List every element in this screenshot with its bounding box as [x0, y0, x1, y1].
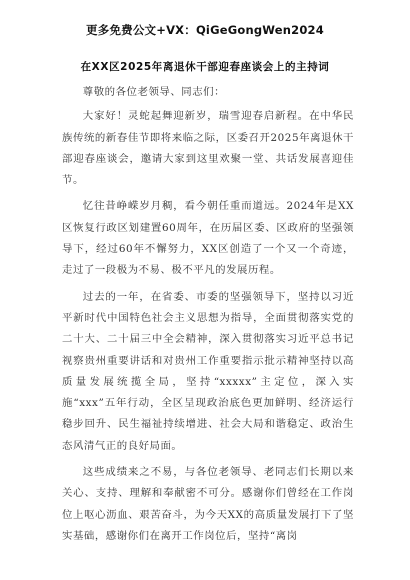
page-header: 更多免费公文+VX：QiGeGongWen2024 — [86, 23, 324, 37]
salutation: 尊敬的各位老领导、同志们： — [82, 86, 226, 98]
document-title: 在XX区2025年离退休干部迎春座谈会上的主持词 — [80, 61, 330, 73]
document-body — [62, 82, 354, 552]
paragraph: 这些成绩来之不易，与各位老领导、老同志们长期以来关心、支持、理解和奉献密不可分。感谢你们曾经在工作岗位上呕心沥血、艰苦奋斗，为今天XX的高质量发展打下了坚实基础，感谢你们在离开工作岗位后，坚持“离岗 — [62, 466, 354, 542]
paragraph: 忆往昔峥嵘岁月稠，看今朝任重而道远。2024年是XX区恢复行政区划建置60周年，在历届区委、区政府的坚强领导下，经过60年不懈努力，XX区创造了一个又一个奇迹，走过了一段极为不易、极不平凡的发展历程。 — [62, 200, 354, 277]
paragraph: 大家好！灵蛇起舞迎新岁，瑞雪迎春启新程。在中华民族传统的新春佳节即将来临之际，区委召开2025年离退休干部迎春座谈会，邀请大家到这里欢聚一堂、共话发展喜迎佳节。 — [62, 110, 354, 187]
paragraph: 过去的一年，在省委、市委的坚强领导下，坚持以习近平新时代中国特色社会主义思想为指导，全面贯彻落实党的二十大、二十届三中全会精神，深入贯彻落实习近平总书记视察贵州重要讲话和对贵州工作重要指示批示精神坚持以高质量发展统揽全局，坚持“xxxxx”主定位，深入实施“xxx”五年行动，全区呈现政治底色更加鲜明、经济运行稳步回升、民生福祉持续增进、社会大局和谐稳定、政治生态风清气正的良好局面。 — [62, 290, 354, 452]
